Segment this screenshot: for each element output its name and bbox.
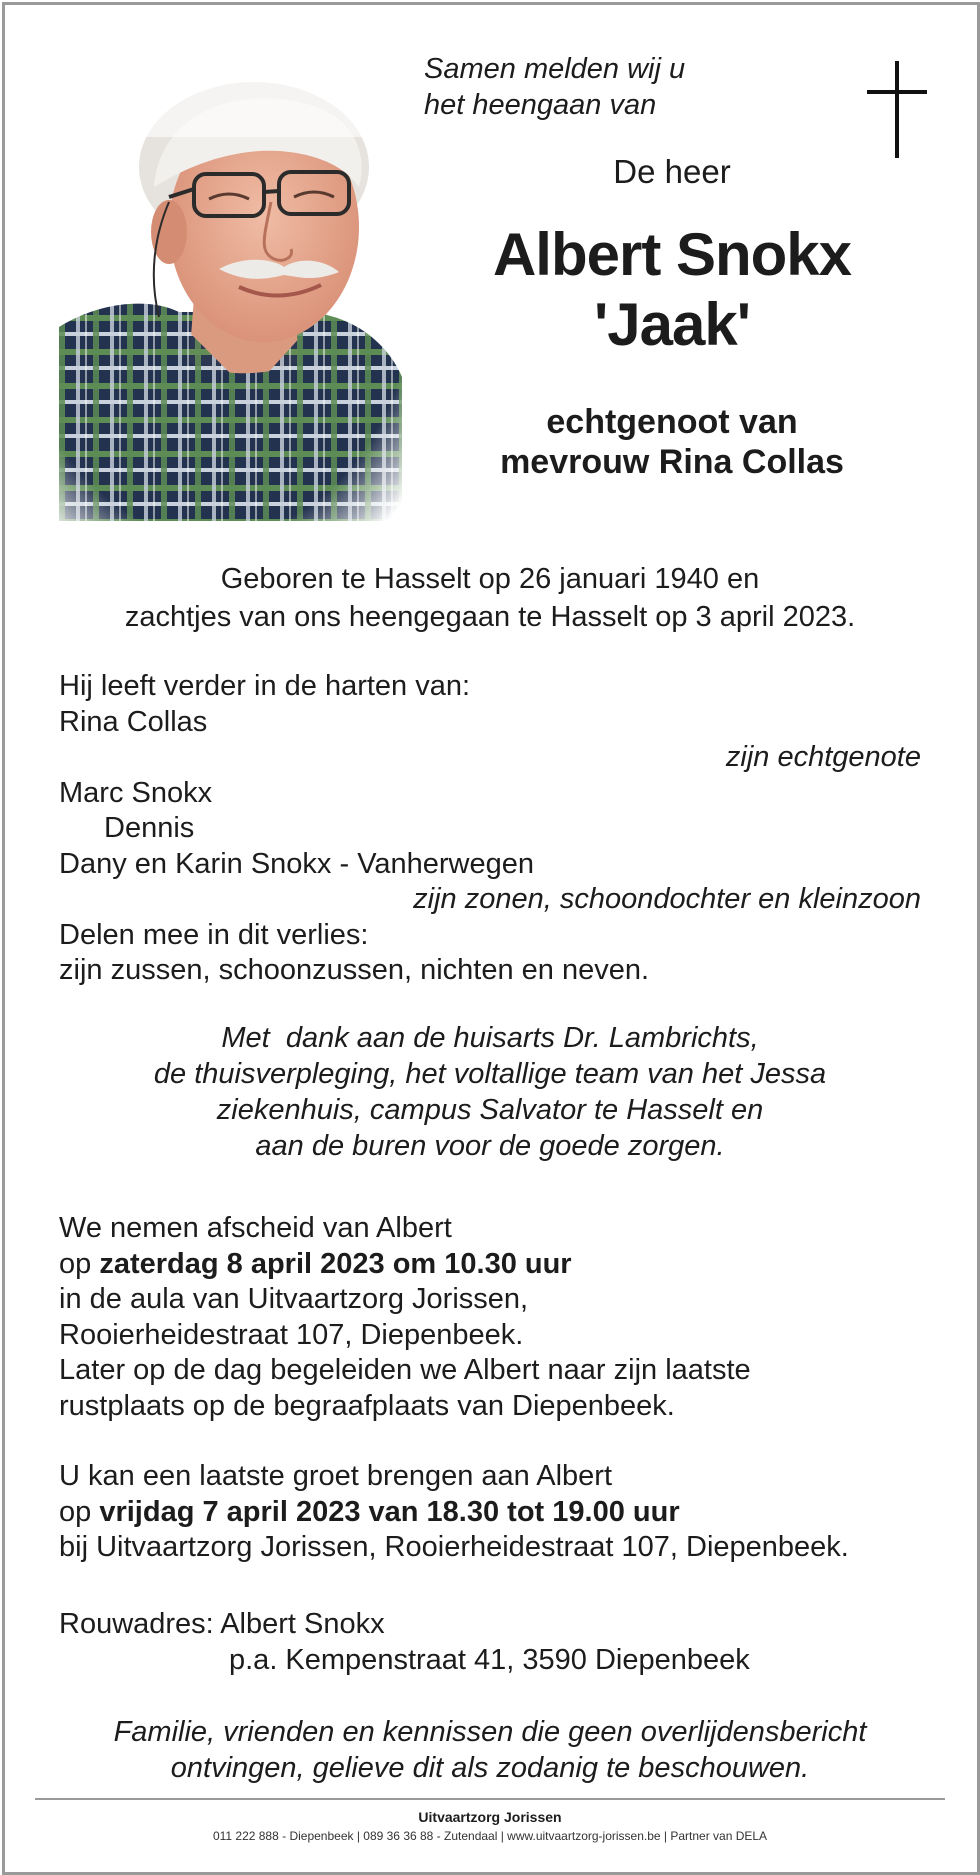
spouse-text — [424, 402, 920, 482]
death-line: zachtjes van ons heengegaan te Hasselt op 3 april 2023. — [124, 601, 856, 633]
farewell-line: We nemen afscheid van Albert — [59, 1212, 452, 1244]
notice-line: Familie, vrienden en kennissen die geen overlijdensbericht — [113, 1716, 867, 1748]
birth-death-text — [40, 560, 940, 636]
intro-line: het heengaan van — [424, 89, 657, 121]
mourning-address-line: p.a. Kempenstraat 41, 3590 Diepenbeek — [229, 1644, 750, 1676]
family-relation: zijn echtgenote — [725, 741, 921, 773]
family-relation: zijn zonen, schoondochter en kleinzoon — [413, 883, 921, 915]
spouse-line: mevrouw Rina Collas — [500, 443, 844, 481]
footer-title: Uitvaartzorg Jorissen — [418, 1809, 562, 1825]
family-member: Marc Snokx — [59, 776, 213, 809]
latin-cross-icon — [867, 61, 927, 161]
notice-line: ontvingen, gelieve dit als zodanig te beschouwen. — [170, 1752, 810, 1784]
salutation: De heer — [613, 153, 731, 190]
farewell-line: Rooierheidestraat 107, Diepenbeek. — [59, 1318, 524, 1351]
closing-notice — [40, 1714, 940, 1786]
mourning-line: Rouwadres: Albert Snokx — [59, 1608, 385, 1640]
spouse-line: echtgenoot van — [546, 403, 798, 441]
thanks-line: aan de buren voor de goede zorgen. — [255, 1130, 725, 1162]
farewell-line: Later op de dag begeleiden we Albert naar zijn laatste — [59, 1354, 751, 1386]
family-section — [59, 669, 921, 989]
greeting-line: bij Uitvaartzorg Jorissen, Rooierheidestraat 107, Diepenbeek. — [59, 1531, 849, 1563]
thanks-line: de thuisverpleging, het voltallige team van het Jessa — [153, 1058, 827, 1090]
farewell-datetime: op zaterdag 8 april 2023 om 10.30 uur — [59, 1247, 572, 1280]
farewell-line: rustplaats op de begraafplaats van Diepenbeek. — [59, 1389, 675, 1422]
greeting-datetime: op vrijdag 7 april 2023 van 18.30 tot 19.00 uur — [59, 1495, 680, 1528]
thanks-line: ziekenhuis, campus Salvator te Hasselt en — [216, 1094, 764, 1126]
deceased-name — [424, 220, 920, 360]
intro-text — [424, 51, 685, 123]
footer-contact: 011 222 888 - Diepenbeek | 089 36 36 88 - Zutendaal | www.uitvaartzorg-jorissen.be | Partner van DELA — [212, 1829, 768, 1843]
farewell-line: in de aula van Uitvaartzorg Jorissen, — [59, 1283, 529, 1315]
thanks-text — [40, 1020, 940, 1164]
greeting-section — [59, 1459, 959, 1566]
thanks-line: Met dank aan de huisarts Dr. Lambrichts, — [221, 1022, 759, 1054]
family-heading: Hij leeft verder in de harten van: — [59, 670, 471, 702]
mourning-address — [59, 1606, 959, 1678]
share-list: zijn zussen, schoonzussen, nichten en neven. — [59, 954, 650, 986]
family-member: Dany en Karin Snokx - Vanherwegen — [59, 847, 535, 880]
share-heading: Delen mee in dit verlies: — [59, 918, 369, 951]
birth-line: Geboren te Hasselt op 26 januari 1940 en — [220, 563, 760, 595]
farewell-section — [59, 1211, 959, 1424]
intro-line: Samen melden wij u — [424, 53, 686, 85]
footer-divider — [35, 1798, 945, 1800]
family-member: Dennis — [104, 812, 195, 844]
nickname: 'Jaak' — [593, 291, 750, 358]
portrait-photo — [59, 77, 402, 521]
greeting-line: U kan een laatste groet brengen aan Albert — [59, 1460, 612, 1492]
full-name: Albert Snokx — [492, 221, 852, 288]
family-member: Rina Collas — [59, 705, 208, 738]
